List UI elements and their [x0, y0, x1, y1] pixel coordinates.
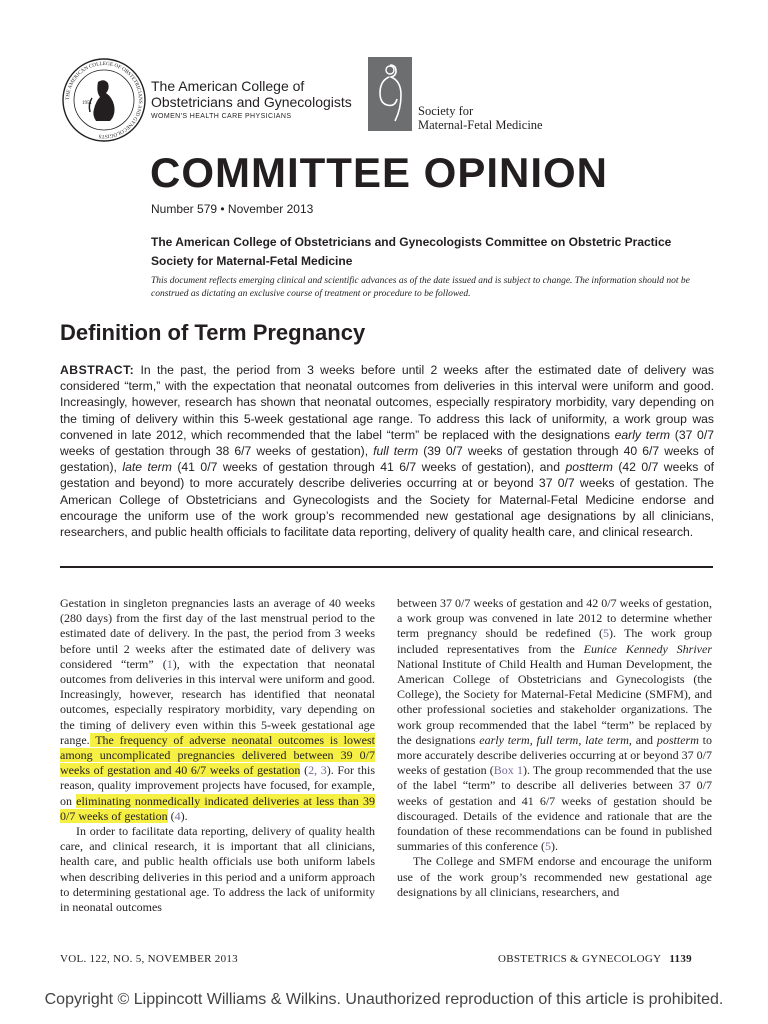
abstract-text: (37 0/7 weeks of gestation through 38 6/7 weeks of gestation),: [60, 427, 714, 459]
reference-link[interactable]: 1: [166, 656, 173, 671]
body-text: to more accurately describe deliveries occurring at or beyond 37 0/7 weeks of gestation (: [397, 732, 712, 778]
abstract-text: (42 0/7 weeks of gestation and beyond) to more accurately describe deliveries occurring at or beyond 37 0/7 weeks of gestation. The American College of Obstetricians and Gynecologists and the Society for Maternal-Fetal Medicine endorse and encourage the uniform use of the work group’s recommended new gestational age designations by all clinicians, researchers, and public health officials to facilitate data reporting, delivery of quality health care, and clinical research.: [60, 460, 714, 540]
abstract-text: (39 0/7 weeks of gestation through 40 6/7 weeks of gestation),: [60, 444, 714, 475]
committee-block: [151, 233, 671, 271]
section-divider: [60, 566, 713, 568]
abstract-italic: late term: [122, 460, 172, 475]
abstract-italic: full term: [373, 444, 419, 459]
seal-year: 1951: [82, 101, 92, 106]
box-reference-link[interactable]: Box 1: [493, 763, 523, 778]
smfm-name-line2: Maternal-Fetal Medicine: [418, 118, 543, 132]
abstract-italic: postterm: [565, 460, 613, 475]
body-text: ).: [180, 808, 188, 823]
smfm-name: [418, 104, 543, 132]
copyright-notice: Copyright © Lippincott Williams & Wilkins. Unauthorized reproduction of this article is prohibited.: [44, 991, 724, 1008]
body-column-left: [60, 596, 375, 915]
abstract-text: (41 0/7 weeks of gestation through 41 6/7 weeks of gestation), and: [171, 460, 566, 475]
body-italic: postterm: [656, 732, 699, 747]
seal-ring-text: THE AMERICAN COLLEGE OF OBSTETRICIANS AND GYNECOLOGISTS: [64, 60, 144, 140]
body-column-right: [397, 596, 712, 900]
body-text: (: [300, 763, 309, 778]
disclaimer: This document reflects emerging clinical and scientific advances as of the date issued and is subject to change. The information should not be construed as dictating an exclusive course of treatment or procedure to be followed.: [151, 276, 690, 299]
acog-name: [151, 78, 352, 110]
abstract-italic: early term: [614, 427, 671, 442]
paragraph: In order to facilitate data reporting, delivery of quality health care, and clinical research, it is important that all clinicians, health care, and public health officials use both uniform labels when describing deliveries in this period and a uniform approach to determining gestational age. To address the lack of uniformity in neonatal outcomes: [60, 824, 375, 915]
acog-name-line1: The American College of: [151, 78, 305, 94]
footer-journal-name: OBSTETRICS & GYNECOLOGY: [498, 953, 662, 965]
paragraph: [397, 596, 712, 854]
document-type-heading: COMMITTEE OPINION: [150, 149, 608, 196]
body-text: ). The work group included representatives from the: [397, 626, 712, 656]
page-number: 1139: [669, 953, 692, 965]
reference-link[interactable]: 5: [603, 626, 610, 641]
body-text: ). For this reason, quality improvement projects have focused, for example, on: [60, 763, 376, 808]
body-text: ).: [550, 839, 558, 854]
body-text: National Institute of Child Health and Human Development, the American College of Obstetricians and Gynecologists (the College), the Society for Maternal-Fetal Medicine (SMFM), and other professional societies and stakeholder organizations. The work group recommended that the label “term” be replaced by the designations: [397, 656, 712, 747]
abstract: [60, 362, 714, 540]
body-text: (: [167, 808, 175, 823]
smfm-logo: [368, 57, 412, 131]
committee-line2: Society for Maternal-Fetal Medicine: [151, 254, 353, 268]
highlighted-text: The frequency of adverse neonatal outcomes is lowest among uncomplicated pregnancies delivered between 39 0/7 weeks of gestation and 40 6/7 weeks of gestation: [60, 732, 375, 778]
reference-link[interactable]: 5: [544, 839, 551, 854]
body-text: ). The group recommended that the use of the label “term” to describe all deliveries between 37 0/7 weeks of gestation and 41 6/7 weeks of gestation should be discouraged. Details of the evidence and rationale that are the foundation of these recommendations can be found in published summaries of this conference (: [397, 763, 712, 854]
abstract-label: ABSTRACT:: [60, 363, 135, 377]
body-text: between 37 0/7 weeks of gestation and 42 0/7 weeks of gestation, a work group was convened in late 2012 to determine whether term pregnancy should be redefined (: [397, 596, 712, 641]
body-text: and: [631, 732, 657, 747]
body-text: Gestation in singleton pregnancies lasts an average of 40 weeks (280 days) from the first day of the last menstrual period to the estimated date of delivery. In the past, the period from 3 weeks before until 2 weeks after the estimated date of delivery was considered “term” (: [60, 596, 375, 671]
article-title: Definition of Term Pregnancy: [60, 320, 366, 345]
footer-journal: [498, 953, 692, 965]
body-italic: Eunice Kennedy Shriver: [583, 641, 712, 656]
footer-volume: VOL. 122, NO. 5, NOVEMBER 2013: [60, 953, 238, 965]
body-text: ), with the expectation that neonatal outcomes from deliveries in this interval were uniform and good. Increasingly, however, research has identified that neonatal outcomes, especially respiratory morbidity, vary depending on the timing of delivery even within this 5-week gestational age range.: [60, 656, 375, 747]
acog-name-line2: Obstetricians and Gynecologists: [151, 94, 352, 110]
document-number: Number 579 • November 2013: [151, 202, 314, 216]
highlighted-text: eliminating nonmedically indicated deliveries at less than 39 0/7 weeks of gestation: [60, 793, 376, 823]
paragraph: The College and SMFM endorse and encourage the uniform use of the work group’s recommended new gestational age designations by all clinicians, researchers, and: [397, 854, 712, 899]
committee-line1: The American College of Obstetricians and Gynecologists Committee on Obstetric Practice: [151, 235, 672, 249]
abstract-text: In the past, the period from 3 weeks before until 2 weeks after the estimated date of delivery was considered “term,” with the expectation that neonatal outcomes from deliveries in this interval were uniform and good. Increasingly, however, research has shown that neonatal outcomes, especially respiratory morbidity, vary depending on the timing of delivery within this 5-week gestational age range. To address this lack of uniformity, a work group was convened in late 2012, which recommended that the label “term” be replaced with the designations: [60, 363, 714, 442]
body-italic: early term, full term, late term,: [479, 732, 632, 747]
acog-seal-logo: [62, 58, 146, 142]
reference-link[interactable]: 4: [174, 808, 181, 823]
reference-link[interactable]: 2, 3: [308, 763, 327, 778]
acog-tagline: WOMEN'S HEALTH CARE PHYSICIANS: [151, 113, 292, 120]
paragraph: [60, 596, 375, 824]
smfm-name-line1: Society for: [418, 104, 474, 118]
